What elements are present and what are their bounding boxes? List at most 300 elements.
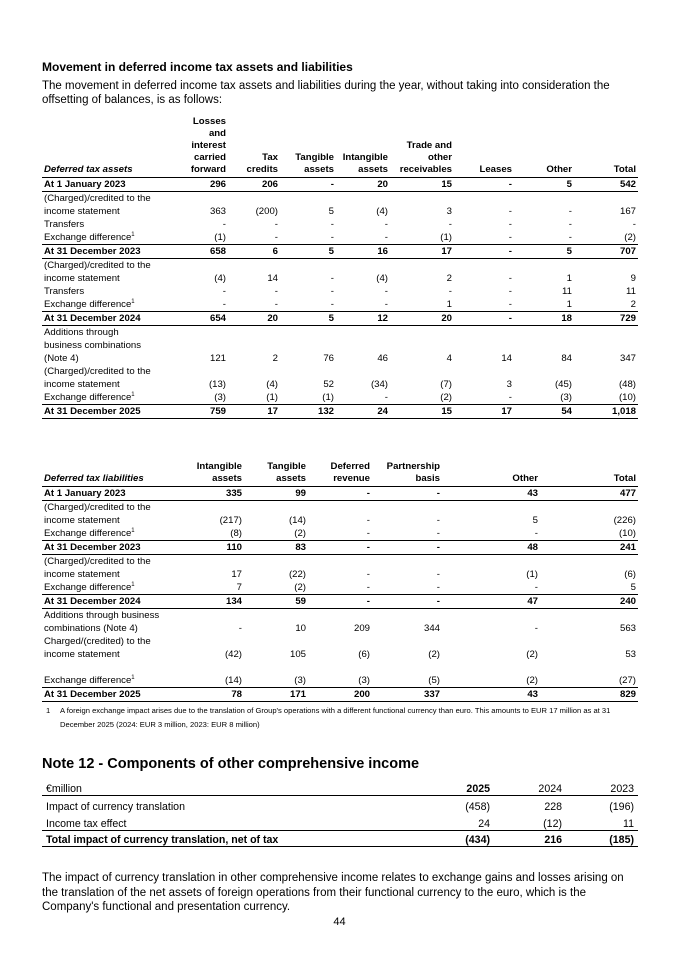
cell-value <box>514 259 574 273</box>
row-label <box>42 285 174 298</box>
cell-value: - <box>454 178 514 192</box>
cell-value: (2) <box>244 527 308 541</box>
cell-value <box>540 555 638 569</box>
table-row <box>42 622 638 635</box>
footnote-ref: 1 <box>131 674 135 681</box>
page-number: 44 <box>333 916 346 928</box>
cell-value: 110 <box>174 541 244 555</box>
cell-value: (14) <box>174 674 244 688</box>
row-label-text: income statement <box>44 379 120 390</box>
cell-value: (10) <box>574 391 638 405</box>
cell-value: 99 <box>244 487 308 501</box>
cell-value: 15 <box>390 178 454 192</box>
cell-value: 200 <box>308 688 372 702</box>
cell-value: (1) <box>526 569 538 580</box>
cell-value <box>308 501 372 515</box>
row-label <box>42 231 174 245</box>
row-label <box>42 487 174 501</box>
cell-value <box>244 609 308 623</box>
cell-value: (217) <box>219 515 242 526</box>
cell-value <box>308 661 372 674</box>
cell-value <box>514 365 574 378</box>
cell-value <box>308 635 372 648</box>
row-label <box>42 339 174 352</box>
cell-value <box>390 365 454 378</box>
cell-value: 52 <box>323 379 334 390</box>
cell-value: - <box>330 273 334 284</box>
cell-value <box>336 339 390 352</box>
cell-value <box>174 365 228 378</box>
table-row <box>42 514 638 527</box>
table-row <box>42 527 638 541</box>
cell-value: 134 <box>174 595 244 609</box>
cell-value: - <box>534 623 538 634</box>
cell-value: 46 <box>377 353 388 364</box>
table-row <box>42 298 638 312</box>
cell-value: 6 <box>228 245 280 259</box>
table-row <box>42 796 638 814</box>
cell-value: 206 <box>228 178 280 192</box>
cell-value <box>454 259 514 273</box>
footnote-ref: 1 <box>131 527 135 534</box>
table-row <box>42 648 638 661</box>
cell-value: - <box>508 206 512 217</box>
table-row <box>42 501 638 515</box>
table-row <box>42 674 638 688</box>
cell-value: 78 <box>174 688 244 702</box>
cell-value: 121 <box>209 353 226 364</box>
cell-value: 829 <box>540 688 638 702</box>
cell-value <box>280 326 336 340</box>
cell-value: - <box>274 219 278 230</box>
cell-value: 337 <box>372 688 442 702</box>
cell-value: (3) <box>308 674 372 688</box>
cell-value: 228 <box>544 801 562 813</box>
column-header: Tangible assets <box>244 461 308 487</box>
total-label: Total impact of currency translation, net of tax <box>42 831 422 847</box>
cell-value: - <box>384 286 388 297</box>
cell-value: 17 <box>228 405 280 419</box>
row-label: Impact of currency translation <box>46 801 185 813</box>
cell-value: 9 <box>630 273 636 284</box>
row-label-text: (Charged)/credited to the <box>44 502 151 513</box>
cell-value: 1 <box>566 273 572 284</box>
cell-value <box>442 661 540 674</box>
column-header: Partnership basis <box>372 461 442 487</box>
row-label-text: income statement <box>44 206 120 217</box>
row-label <box>42 514 174 527</box>
cell-value: 24 <box>336 405 390 419</box>
cell-value <box>514 339 574 352</box>
cell-value <box>228 326 280 340</box>
cell-value <box>390 259 454 273</box>
column-header: Leases <box>454 116 514 178</box>
cell-value <box>372 661 442 674</box>
cell-value: - <box>454 391 514 405</box>
cell-value <box>372 635 442 648</box>
cell-value: - <box>174 298 228 312</box>
cell-value: 84 <box>561 353 572 364</box>
cell-value: - <box>228 231 280 245</box>
balance-row <box>42 595 638 609</box>
cell-value <box>228 339 280 352</box>
cell-value <box>174 501 244 515</box>
cell-value: - <box>308 541 372 555</box>
cell-value: - <box>280 178 336 192</box>
row-label-text: Exchange difference <box>44 299 132 310</box>
cell-value <box>280 259 336 273</box>
deferred-tax-assets-table <box>42 116 638 419</box>
cell-value: 241 <box>540 541 638 555</box>
row-label <box>42 365 174 378</box>
oci-header-2025: 2025 <box>422 781 494 796</box>
row-label <box>42 609 174 623</box>
row-label-text: Charged/(credited) to the <box>44 636 151 647</box>
cell-value <box>454 339 514 352</box>
cell-value: - <box>336 298 390 312</box>
cell-value: (196) <box>609 801 634 813</box>
cell-value <box>280 365 336 378</box>
cell-value <box>540 635 638 648</box>
row-label <box>42 192 174 206</box>
cell-value: 20 <box>228 312 280 326</box>
cell-value: - <box>336 231 390 245</box>
cell-value: (185) <box>566 831 638 847</box>
cell-value: (22) <box>288 569 306 580</box>
row-label <box>42 635 174 648</box>
cell-value <box>390 326 454 340</box>
balance-row <box>42 178 638 192</box>
cell-value: - <box>508 219 512 230</box>
row-label-text: Exchange difference <box>44 528 132 539</box>
cell-value: 658 <box>174 245 228 259</box>
row-label-text: income statement <box>44 569 120 580</box>
footnote-ref: 1 <box>131 581 135 588</box>
cell-value <box>308 555 372 569</box>
cell-value: 171 <box>244 688 308 702</box>
cell-value: (27) <box>540 674 638 688</box>
cell-value <box>174 635 244 648</box>
cell-value: (3) <box>174 391 228 405</box>
footnote <box>42 704 642 732</box>
cell-value: (2) <box>574 231 638 245</box>
cell-value: - <box>454 245 514 259</box>
cell-value: - <box>372 595 442 609</box>
row-label-text: (Charged)/credited to the <box>44 556 151 567</box>
cell-value <box>174 555 244 569</box>
cell-value: 15 <box>390 405 454 419</box>
cell-value <box>308 609 372 623</box>
cell-value: 4 <box>446 353 452 364</box>
cell-value: 132 <box>280 405 336 419</box>
cell-value <box>372 555 442 569</box>
table-row <box>42 231 638 245</box>
cell-value: 707 <box>574 245 638 259</box>
oci-table <box>42 781 638 847</box>
row-label <box>42 501 174 515</box>
cell-value: 16 <box>336 245 390 259</box>
cell-value: (42) <box>224 649 242 660</box>
table-row <box>42 378 638 391</box>
cell-value: - <box>632 219 636 230</box>
table-row <box>42 555 638 569</box>
cell-value <box>574 339 638 352</box>
table-row <box>42 365 638 378</box>
cell-value: (4) <box>214 273 226 284</box>
cell-value: (1) <box>174 231 228 245</box>
cell-value: - <box>568 219 572 230</box>
cell-value: 11 <box>626 286 636 297</box>
row-label-text: At 1 January 2023 <box>44 488 126 499</box>
cell-value <box>174 259 228 273</box>
column-header: Other <box>514 116 574 178</box>
table-row <box>42 813 638 831</box>
cell-value <box>514 326 574 340</box>
column-header: Intangible assets <box>336 116 390 178</box>
cell-value: 20 <box>390 312 454 326</box>
cell-value: (226) <box>613 515 636 526</box>
row-label-text: income statement <box>44 649 120 660</box>
cell-value: (1) <box>390 231 454 245</box>
row-label: Income tax effect <box>46 818 127 830</box>
cell-value <box>336 192 390 206</box>
cell-value: - <box>330 286 334 297</box>
row-label-text: At 31 December 2025 <box>44 689 141 700</box>
cell-value <box>280 192 336 206</box>
cell-value: 11 <box>562 286 572 297</box>
cell-value: - <box>442 527 540 541</box>
row-label <box>42 352 174 365</box>
column-header: Losses and interest carried forward <box>174 116 228 178</box>
balance-row <box>42 688 638 702</box>
cell-value: 3 <box>506 379 512 390</box>
row-label-text: income statement <box>44 273 120 284</box>
cell-value <box>390 339 454 352</box>
table-row <box>42 609 638 623</box>
cell-value: - <box>366 515 370 526</box>
cell-value: 105 <box>289 649 306 660</box>
row-label-text: (Charged)/credited to the <box>44 366 151 377</box>
balance-row <box>42 405 638 419</box>
table-row <box>42 285 638 298</box>
row-label <box>42 541 174 555</box>
cell-value: (4) <box>376 206 388 217</box>
cell-value: (10) <box>540 527 638 541</box>
column-header: Intangible assets <box>174 461 244 487</box>
cell-value: (4) <box>266 379 278 390</box>
cell-value: - <box>508 273 512 284</box>
row-label-text: At 31 December 2024 <box>44 313 141 324</box>
row-label <box>42 245 174 259</box>
cell-value: - <box>384 219 388 230</box>
row-label-text: Additions through <box>44 327 119 338</box>
cell-value: 43 <box>442 487 540 501</box>
cell-value: (5) <box>372 674 442 688</box>
cell-value: - <box>330 219 334 230</box>
table-row <box>42 352 638 365</box>
cell-value <box>174 339 228 352</box>
cell-value: 240 <box>540 595 638 609</box>
cell-value: - <box>308 527 372 541</box>
table-title-header: Deferred tax assets <box>42 116 174 178</box>
cell-value <box>574 192 638 206</box>
cell-value: 20 <box>336 178 390 192</box>
row-label <box>42 391 174 405</box>
cell-value: 17 <box>454 405 514 419</box>
row-label-text: (Charged)/credited to the <box>44 260 151 271</box>
cell-value <box>174 609 244 623</box>
cell-value: 167 <box>619 206 636 217</box>
cell-value <box>454 365 514 378</box>
cell-value <box>174 192 228 206</box>
cell-value: (34) <box>370 379 388 390</box>
table-row <box>42 272 638 285</box>
row-label <box>42 688 174 702</box>
cell-value: 5 <box>280 245 336 259</box>
footnote-number: 1 <box>46 706 51 715</box>
table-row <box>42 339 638 352</box>
cell-value: (2) <box>442 674 540 688</box>
balance-row <box>42 245 638 259</box>
cell-value: - <box>568 206 572 217</box>
total-row <box>42 831 638 847</box>
cell-value <box>336 326 390 340</box>
cell-value <box>442 555 540 569</box>
cell-value: (200) <box>255 206 278 217</box>
oci-header-2023: 2023 <box>566 781 638 796</box>
balance-row <box>42 541 638 555</box>
row-label <box>42 218 174 231</box>
cell-value: - <box>228 298 280 312</box>
cell-value: 11 <box>623 818 634 830</box>
row-label <box>42 272 174 285</box>
cell-value <box>228 192 280 206</box>
closing-paragraph: The impact of currency translation in other comprehensive income relates to exchange gains and losses arising on the translation of the net assets of foreign operations from their functional currency to the euro, which is the Company's functional and presentation currency. <box>42 872 624 913</box>
cell-value: (458) <box>465 801 490 813</box>
cell-value <box>442 635 540 648</box>
cell-value: 14 <box>267 273 278 284</box>
row-label-text: Exchange difference <box>44 675 132 686</box>
cell-value: (13) <box>208 379 226 390</box>
row-label <box>42 205 174 218</box>
cell-value: 43 <box>442 688 540 702</box>
cell-value: (6) <box>624 569 636 580</box>
column-header: Trade and other receivables <box>390 116 454 178</box>
cell-value: 5 <box>280 312 336 326</box>
cell-value: (8) <box>174 527 244 541</box>
row-label <box>42 312 174 326</box>
cell-value: - <box>454 298 514 312</box>
cell-value: - <box>274 286 278 297</box>
cell-value: (2) <box>526 649 538 660</box>
cell-value: 759 <box>174 405 228 419</box>
row-label-text: (Note 4) <box>44 353 79 364</box>
cell-value: - <box>448 286 452 297</box>
cell-value: 363 <box>209 206 226 217</box>
row-label-text: Exchange difference <box>44 392 132 403</box>
cell-value <box>540 501 638 515</box>
cell-value: - <box>222 286 226 297</box>
row-label <box>42 326 174 340</box>
cell-value: 5 <box>514 178 574 192</box>
cell-value: 729 <box>574 312 638 326</box>
cell-value: 59 <box>244 595 308 609</box>
table-row <box>42 218 638 231</box>
row-label-text: Transfers <box>44 286 85 297</box>
cell-value: (2) <box>428 649 440 660</box>
column-header: Tangible assets <box>280 116 336 178</box>
row-label <box>42 674 174 688</box>
cell-value: 76 <box>323 353 334 364</box>
cell-value <box>228 365 280 378</box>
cell-value: (3) <box>244 674 308 688</box>
row-label-text: At 31 December 2024 <box>44 596 141 607</box>
row-label-text: At 31 December 2025 <box>44 406 141 417</box>
cell-value: - <box>222 219 226 230</box>
balance-row <box>42 312 638 326</box>
row-label <box>42 298 174 312</box>
cell-value <box>174 661 244 674</box>
cell-value: 12 <box>336 312 390 326</box>
row-label <box>42 178 174 192</box>
cell-value: - <box>372 487 442 501</box>
oci-header-unit: €million <box>42 781 422 796</box>
cell-value: - <box>238 623 242 634</box>
cell-value: - <box>372 541 442 555</box>
cell-value: - <box>442 581 540 595</box>
cell-value: 7 <box>174 581 244 595</box>
footnote-ref: 1 <box>131 391 135 398</box>
cell-value: - <box>514 231 574 245</box>
table-row <box>42 635 638 648</box>
cell-value: - <box>308 487 372 501</box>
cell-value: - <box>508 286 512 297</box>
row-label <box>42 259 174 273</box>
cell-value: - <box>436 515 440 526</box>
cell-value: - <box>372 581 442 595</box>
table-row <box>42 581 638 595</box>
cell-value <box>390 192 454 206</box>
cell-value: (434) <box>422 831 494 847</box>
cell-value <box>514 192 574 206</box>
cell-value: 1,018 <box>574 405 638 419</box>
cell-value <box>540 609 638 623</box>
cell-value <box>244 661 308 674</box>
row-label <box>42 405 174 419</box>
cell-value: - <box>448 219 452 230</box>
footnote-ref: 1 <box>131 231 135 238</box>
cell-value <box>336 365 390 378</box>
row-label <box>42 378 174 391</box>
cell-value: (3) <box>514 391 574 405</box>
row-label-text: At 31 December 2023 <box>44 542 141 553</box>
row-label <box>42 661 174 674</box>
cell-value: 2 <box>446 273 452 284</box>
table-row <box>42 661 638 674</box>
cell-value: 5 <box>514 245 574 259</box>
cell-value <box>574 326 638 340</box>
cell-value: (2) <box>244 581 308 595</box>
cell-value <box>228 259 280 273</box>
row-label <box>42 568 174 581</box>
row-label-text: At 31 December 2023 <box>44 246 141 257</box>
cell-value: - <box>280 298 336 312</box>
cell-value: 2 <box>574 298 638 312</box>
cell-value <box>574 259 638 273</box>
cell-value: (2) <box>390 391 454 405</box>
column-header: Tax credits <box>228 116 280 178</box>
cell-value: (4) <box>376 273 388 284</box>
